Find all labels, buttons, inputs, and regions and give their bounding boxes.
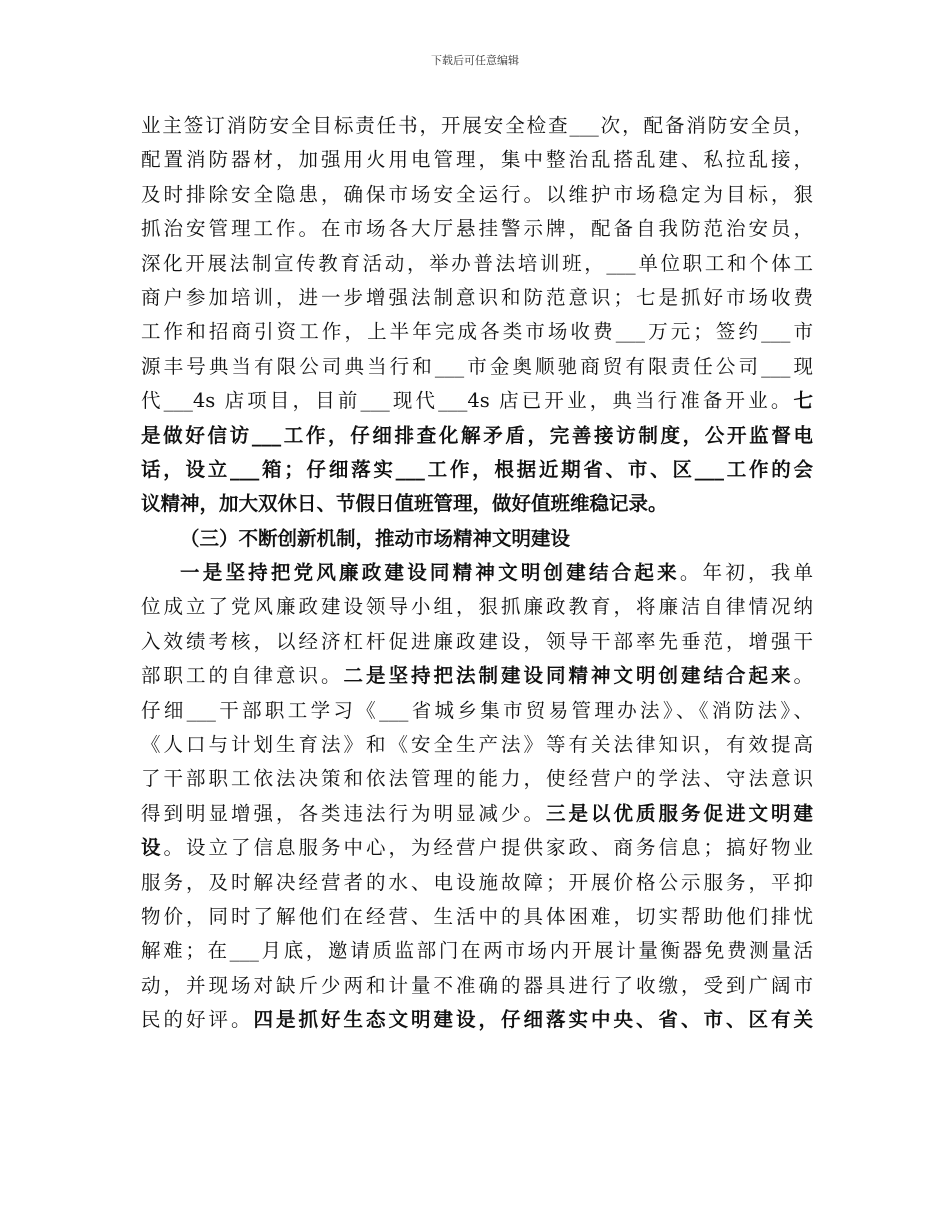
text-line — [141, 556, 813, 590]
text-line — [141, 831, 813, 865]
text-segment: 。设立了信息服务中心，为经营户提供家政、商务信息；搞好物业 — [163, 836, 813, 860]
text-line — [141, 522, 813, 556]
text-segment: 工作和招商引资工作，上半年完成各类市场收费___万元；签约___市 — [141, 320, 813, 344]
bold-text-segment: 议精神，加大双休日、节假日值班管理，做好值班维稳记录。 — [141, 492, 668, 516]
text-segment: 解难；在___月底，邀请质监部门在两市场内开展计量衡器免费测量活 — [141, 939, 813, 963]
text-segment: 业主签订消防安全目标责任书，开展安全检查___次，配备消防安全员， — [141, 114, 813, 137]
text-segment: 。 — [793, 664, 813, 688]
text-line — [141, 590, 813, 624]
text-line — [141, 797, 813, 831]
text-segment: 商户参加培训，进一步增强法制意识和防范意识；七是抓好市场收费 — [141, 285, 813, 309]
text-segment: 服务，及时解决经营者的水、电设施故障；开展价格公示服务，平抑 — [141, 870, 813, 894]
bold-text-segment: 一是坚持把党风廉政建设同精神文明创建结合起来 — [180, 561, 680, 585]
text-line — [141, 969, 813, 1003]
text-line — [141, 281, 813, 315]
bold-text-segment: （三）不断创新机制，推动市场精神文明建设 — [180, 526, 571, 550]
text-segment: 入效绩考核，以经济杠杆促进廉政建设，领导干部率先垂范，增强干 — [141, 629, 813, 653]
text-segment: 仔细___干部职工学习《___省城乡集市贸易管理办法》、《消防法》、 — [141, 698, 813, 722]
text-line — [141, 900, 813, 934]
text-segment: 物价，同时了解他们在经营、生活中的具体困难，切实帮助他们排忧 — [141, 904, 813, 928]
text-line — [141, 109, 813, 143]
text-line — [141, 625, 813, 659]
text-line — [141, 866, 813, 900]
text-line — [141, 315, 813, 349]
text-segment: 部职工的自律意识。 — [141, 664, 344, 688]
text-segment: 得到明显增强，各类违法行为明显减少。 — [141, 801, 546, 825]
bold-text-segment: 设 — [141, 836, 164, 860]
bold-text-segment: 四是抓好生态文明建设，仔细落实中央、省、市、区有关 — [253, 1008, 813, 1032]
text-segment: 及时排除安全隐患，确保市场安全运行。以维护市场稳定为目标，狠 — [141, 182, 813, 206]
text-segment: 了干部职工依法决策和依法管理的能力，使经营户的学法、守法意识 — [141, 767, 813, 791]
text-segment: 配置消防器材，加强用火用电管理，集中整治乱搭乱建、私拉乱接， — [141, 148, 813, 172]
bold-text-segment: 七 — [793, 389, 813, 413]
bold-text-segment: 话，设立___箱；仔细落实___工作，根据近期省、市、区___工作的会 — [141, 457, 813, 481]
text-segment: 《人口与计划生育法》和《安全生产法》等有关法律知识，有效提高 — [141, 733, 813, 757]
document-body — [141, 109, 813, 1038]
bold-text-segment: 二是坚持把法制建设同精神文明创建结合起来 — [343, 664, 794, 688]
text-line — [141, 212, 813, 246]
text-line — [141, 384, 813, 418]
text-line — [141, 143, 813, 177]
text-segment: 代___4s 店项目，目前___现代___4s 店已开业，典当行准备开业。 — [141, 389, 794, 413]
text-line — [141, 728, 813, 762]
text-segment: 深化开展法制宣传教育活动，举办普法培训班，___单位职工和个体工 — [141, 251, 813, 275]
text-line — [141, 1003, 813, 1037]
text-line — [141, 419, 813, 453]
text-segment: 抓治安管理工作。在市场各大厅悬挂警示牌，配备自我防范治安员， — [141, 217, 813, 241]
text-line — [141, 350, 813, 384]
text-line — [141, 659, 813, 693]
text-segment: 源丰号典当有限公司典当行和___市金奥顺驰商贸有限责任公司___现 — [141, 354, 813, 378]
text-segment: 。年初，我单 — [679, 561, 813, 585]
text-line — [141, 247, 813, 281]
bold-text-segment: 三是以优质服务促进文明建 — [545, 801, 813, 825]
text-line — [141, 694, 813, 728]
text-line — [141, 178, 813, 212]
text-line — [141, 453, 813, 487]
text-segment: 民的好评。 — [141, 1008, 254, 1032]
text-segment: 动，并现场对缺斤少两和计量不准确的器具进行了收缴，受到广阔市 — [141, 973, 813, 997]
text-line — [141, 762, 813, 796]
page-header: 下载后可任意编辑 — [431, 54, 519, 67]
bold-text-segment: 是做好信访___工作，仔细排查化解矛盾，完善接访制度，公开监督电 — [141, 423, 813, 447]
text-line — [141, 487, 813, 521]
text-line — [141, 934, 813, 968]
text-segment: 位成立了党风廉政建设领导小组，狠抓廉政教育，将廉洁自律情况纳 — [141, 595, 813, 619]
